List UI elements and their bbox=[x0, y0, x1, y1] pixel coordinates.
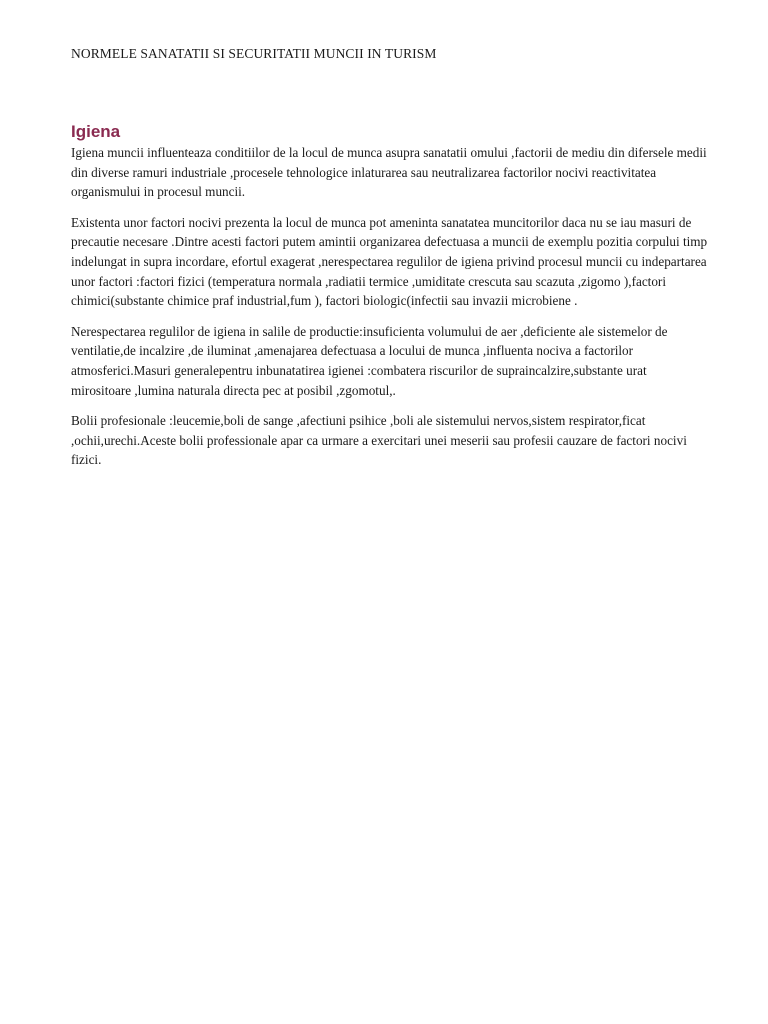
document-title: NORMELE SANATATII SI SECURITATII MUNCII IN TURISM bbox=[71, 46, 437, 61]
paragraph-factors: Existenta unor factori nocivi prezenta la locul de munca pot ameninta sanatatea muncitorilor daca nu se iau masuri de precautie necesare .Dintre acesti factori putem amintii organizarea defectuasa a muncii de exemplu pozitia corpului timp indelungat in supra incordare, efortul exagerat ,nerespectarea regulilor de igiena privind procesul muncii cu indepartarea unor factori :factori fizici (temperatura normala ,radiatii termice ,umiditate crescuta sau scazuta ,zigomo ),factori chimici(substante chimice praf industrial,fum ), factori biologic(infectii sau invazii microbiene . bbox=[71, 214, 708, 309]
paragraph-intro: Igiena muncii influenteaza conditiilor de la locul de munca asupra sanatatii omului ,factorii de mediu din difersele medii din diverse ramuri industriale ,procesele tehnologice inlaturarea sau neutralizarea factorilor nocivi reactivitatea organismului in procesul muncii. bbox=[71, 145, 707, 200]
section-heading: Igiena bbox=[71, 122, 121, 141]
paragraph-rules: Nerespectarea regulilor de igiena in salile de productie:insuficienta volumului de aer ,deficiente ale sistemelor de ventilatie,de incalzire ,de iluminat ,amenajarea defectuasa a locului de munca ,influenta nociva a factorilor atmosferici.Masuri generalepentru inbunatatirea igienei :combatera riscurilor de supraincalzire,substante urat mirositoare ,lumina naturala directa pec at posibil ,zgomotul,. bbox=[71, 323, 668, 398]
paragraph-diseases: Bolii profesionale :leucemie,boli de sange ,afectiuni psihice ,boli ale sistemului nervos,sistem respirator,ficat ,ochii,urechi.Aceste bolii professionale apar ca urmare a exercitari unei meserii sau profesii cauzare de factori nocivi fizici. bbox=[71, 413, 687, 468]
